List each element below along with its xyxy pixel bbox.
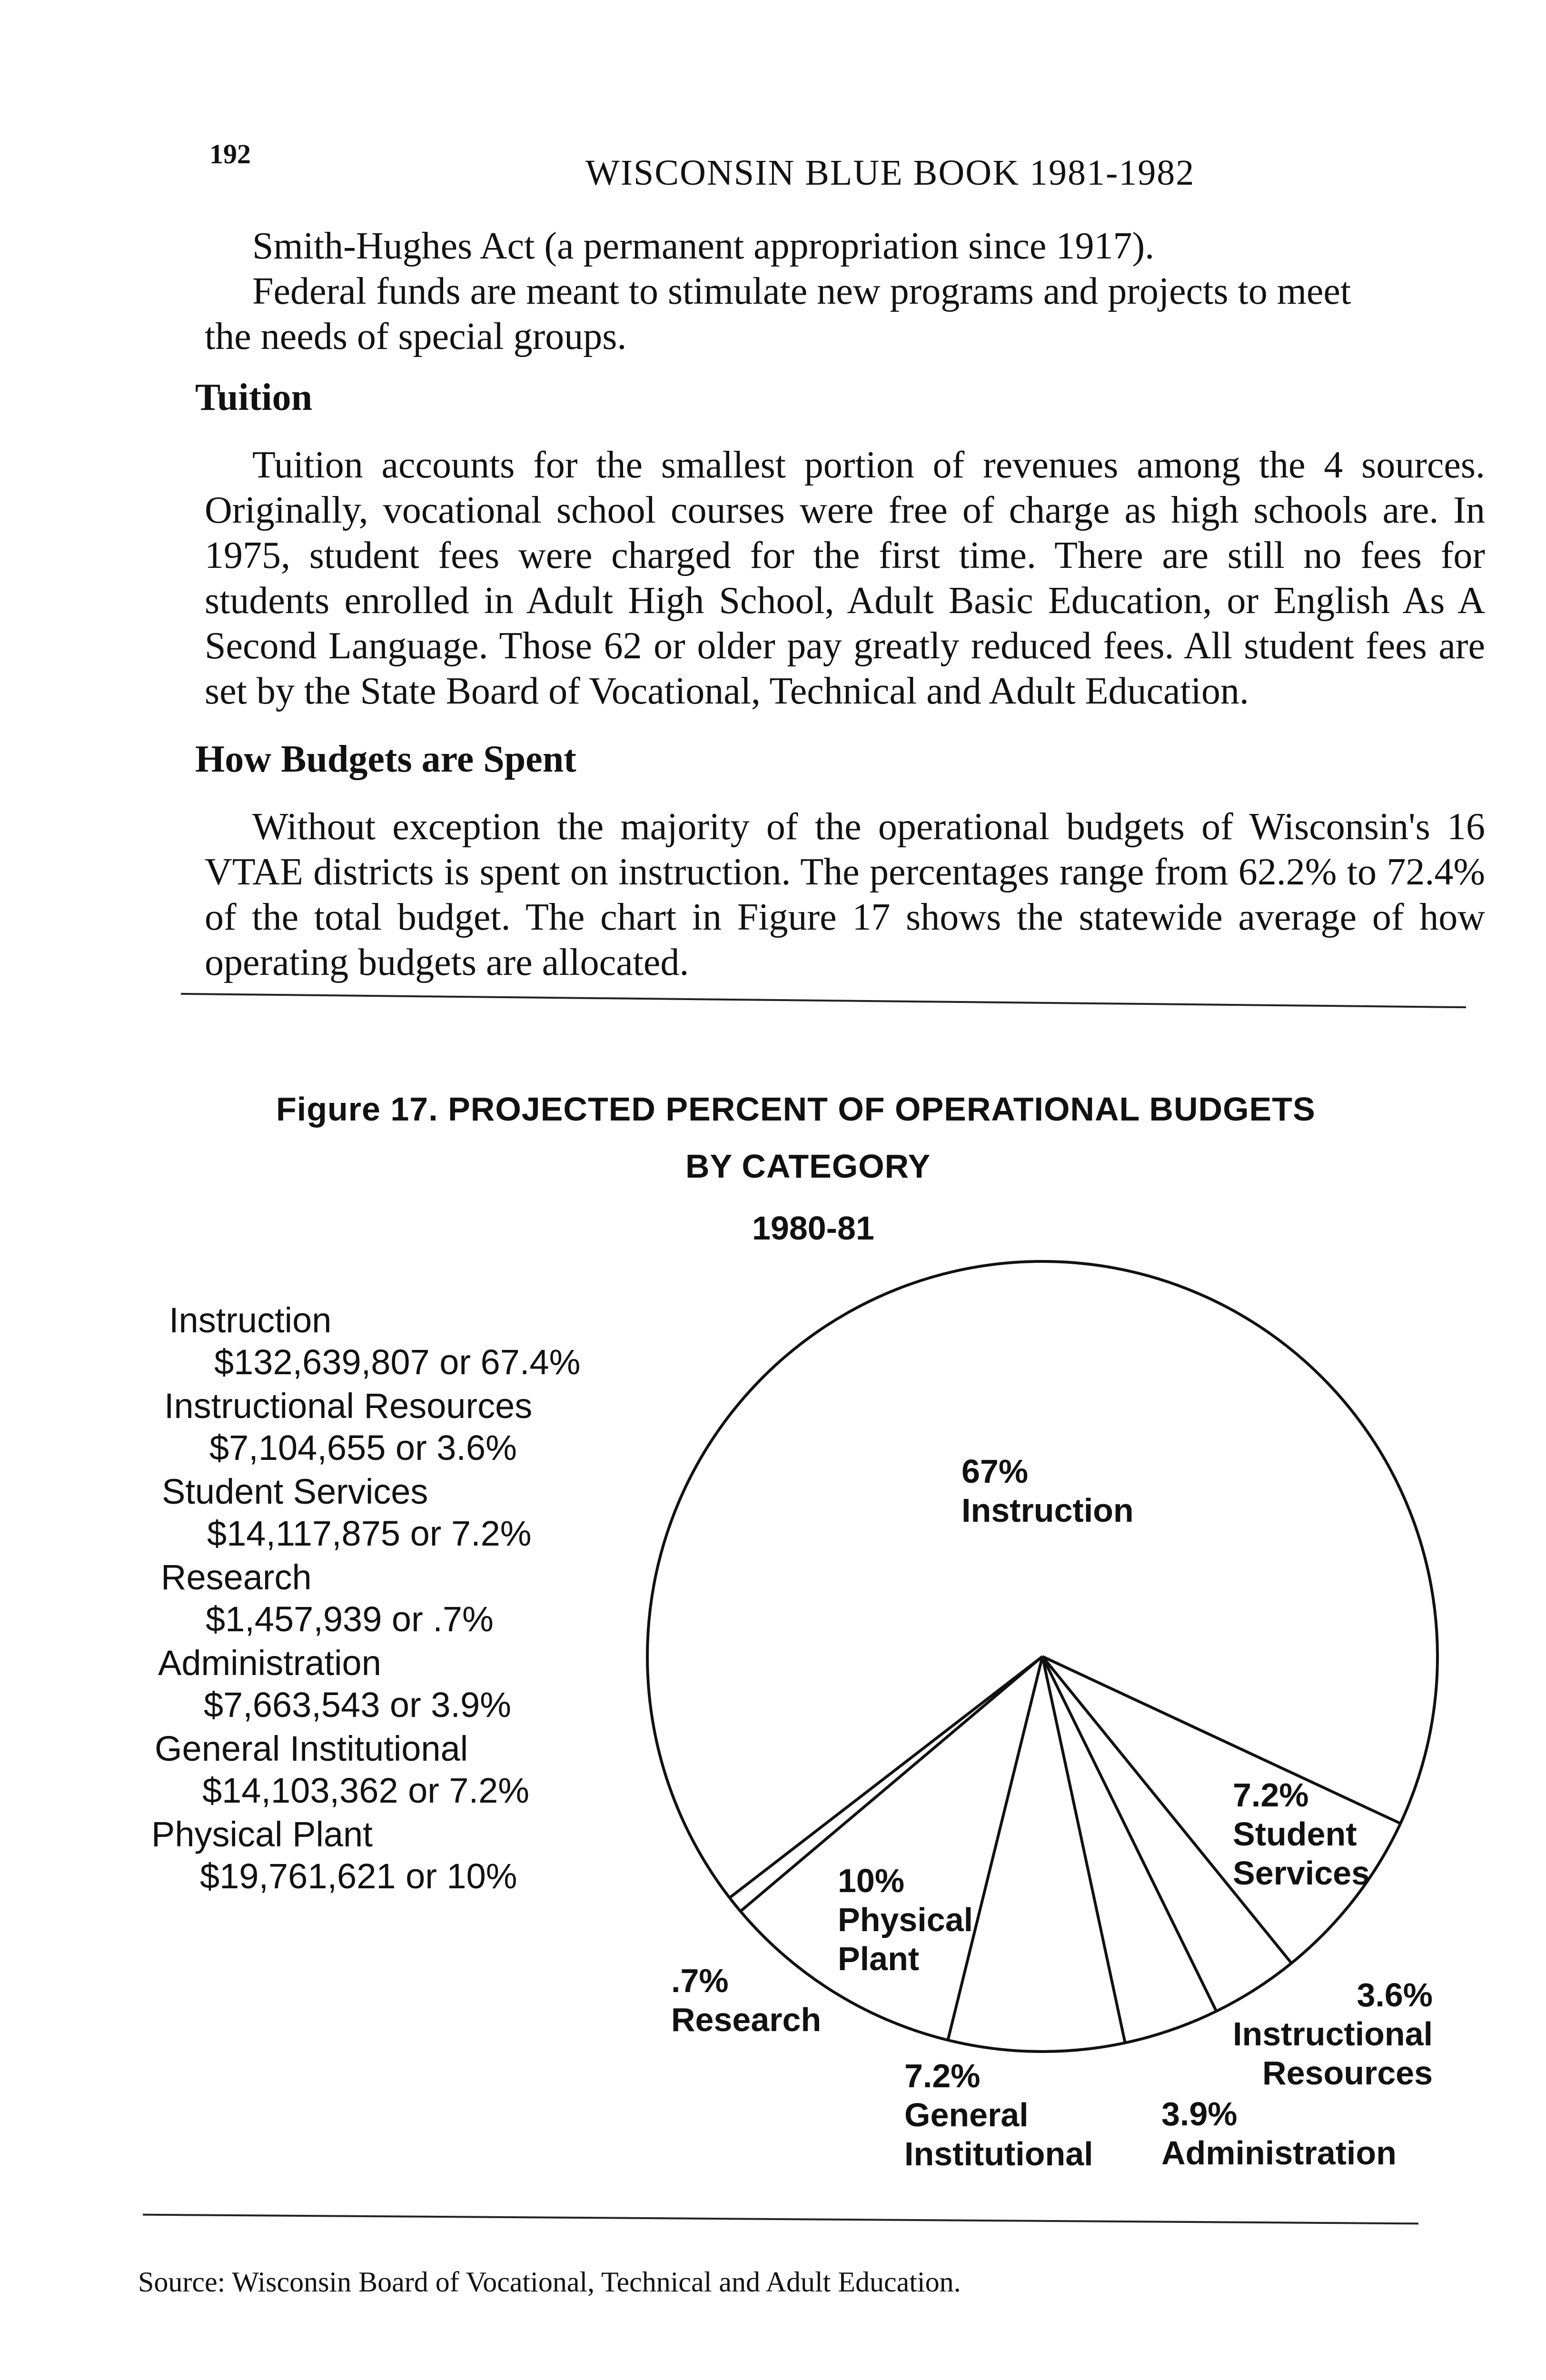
tuition-heading: Tuition: [195, 377, 313, 418]
slice-label-administration: [1161, 2094, 1397, 2172]
pie-slices: [647, 1261, 1437, 2052]
budgets-heading: How Budgets are Spent: [195, 738, 576, 780]
intro-line-2: Federal funds are meant to stimulate new programs and projects to meet: [252, 270, 1351, 312]
slice-name: Services: [1233, 1854, 1370, 1892]
figure-year: 1980-81: [752, 1210, 874, 1247]
budgets-paragraph: Without exception the majority of the operational budgets of Wisconsin's 16 VTAE districts is spent on instruction. The percentages range from 62.2% to 72.4% of the total budget. The chart in Figure 17 shows the statewide average of how operating budgets are allocated.: [205, 806, 1485, 983]
slice-percent: 3.9%: [1161, 2095, 1238, 2132]
legend-amount: $132,639,807 or 67.4%: [214, 1342, 581, 1382]
slice-boundary: [1042, 1656, 1216, 2011]
slice-label-instruction: [961, 1452, 1134, 1530]
slice-name: Instruction: [961, 1492, 1134, 1529]
legend-amount: $7,104,655 or 3.6%: [209, 1428, 517, 1468]
intro-line-3: the needs of special groups.: [205, 316, 627, 357]
legend-name: General Institutional: [155, 1729, 468, 1768]
slice-name: Institutional: [904, 2135, 1093, 2172]
slice-label-general-institutional: [904, 2056, 1093, 2173]
slice-name: Student: [1233, 1815, 1357, 1853]
slice-label-research: [671, 1961, 821, 2039]
slice-name: Plant: [838, 1940, 920, 1977]
slice-percent: .7%: [671, 1962, 729, 1999]
tuition-paragraph: Tuition accounts for the smallest portion of revenues among the 4 sources. Originally, vocational school courses were free of charge as high schools are. In 1975, student fees were charged for the first time. There are still no fees for students enrolled in Adult High School, Adult Basic Education, or English As A Second Language. Those 62 or older pay greatly reduced fees. All student fees are set by the State Board of Vocational, Technical and Adult Education.: [205, 444, 1485, 712]
slice-label-instructional-resources: [1233, 1975, 1433, 2092]
slice-boundary: [948, 1656, 1042, 2040]
slice-percent: 3.6%: [1357, 1976, 1433, 2013]
legend-name: Administration: [158, 1643, 381, 1683]
intro-line-1: Smith-Hughes Act (a permanent appropriation since 1917).: [252, 225, 1155, 267]
slice-percent: 7.2%: [904, 2057, 981, 2094]
legend-amount: $7,663,543 or 3.9%: [204, 1685, 511, 1725]
legend-amount: $14,117,875 or 7.2%: [207, 1514, 532, 1553]
slice-name: Research: [671, 2001, 822, 2038]
page-number: 192: [209, 139, 251, 169]
running-head: WISCONSIN BLUE BOOK 1981-1982: [585, 153, 1195, 193]
legend-amount: $14,103,362 or 7.2%: [202, 1771, 530, 1810]
legend-name: Research: [161, 1557, 312, 1597]
slice-percent: 7.2%: [1233, 1776, 1309, 1814]
slice-label-physical-plant: [838, 1861, 973, 1978]
legend-name: Student Services: [162, 1472, 428, 1511]
slice-name: Instructional: [1233, 2015, 1433, 2053]
legend-name: Instruction: [169, 1300, 332, 1340]
slice-name: Resources: [1262, 2054, 1433, 2092]
legend-name: Physical Plant: [151, 1815, 373, 1854]
legend-amount: $1,457,939 or .7%: [206, 1599, 494, 1639]
slice-boundary: [1042, 1656, 1125, 2043]
legend-amount: $19,761,621 or 10%: [200, 1856, 517, 1896]
legend-name: Instructional Resources: [164, 1386, 533, 1426]
slice-percent: 67%: [961, 1453, 1029, 1490]
source-note: Source: Wisconsin Board of Vocational, Technical and Adult Education.: [138, 2266, 961, 2298]
slice-label-student-services: [1233, 1775, 1370, 1893]
slice-name: Administration: [1161, 2134, 1397, 2172]
figure-caption: Figure 17. PROJECTED PERCENT OF OPERATIONAL BUDGETS: [276, 1091, 1316, 1128]
slice-name: Physical: [838, 1901, 973, 1938]
slice-name: General: [904, 2096, 1029, 2133]
slice-percent: 10%: [838, 1862, 905, 1899]
figure-caption-line-2: BY CATEGORY: [685, 1148, 931, 1185]
